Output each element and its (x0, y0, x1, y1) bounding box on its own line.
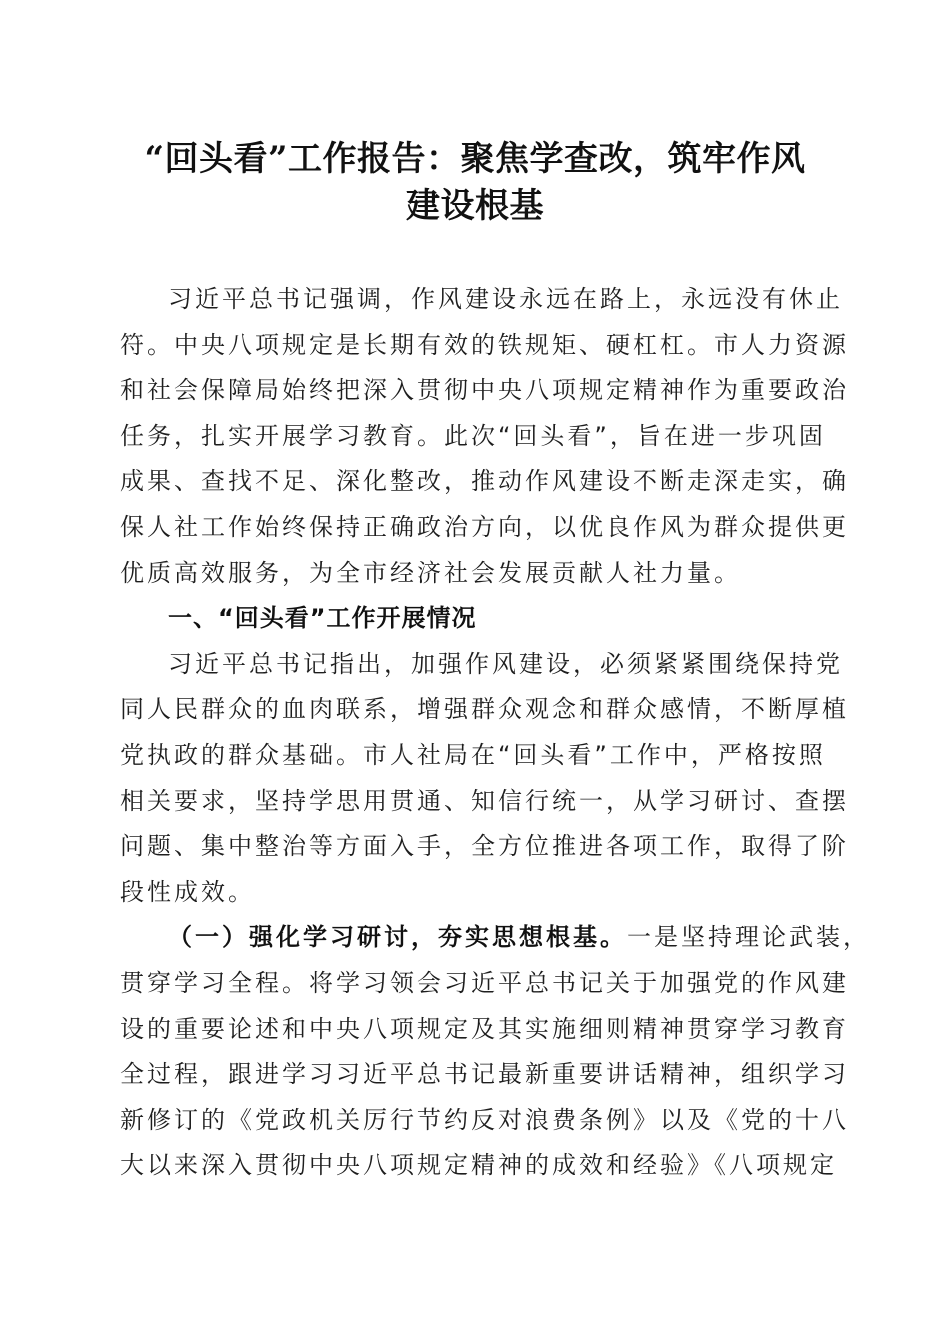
section-line: 习近平总书记指出，加强作风建设，必须紧紧围绕保持党 (168, 649, 843, 678)
subsection-first-line (120, 915, 870, 961)
title-line-2: 建设根基 (406, 186, 544, 226)
section-line: 段性成效。 (120, 877, 255, 906)
section-line: 相关要求，坚持学思用贯通、知信行统一，从学习研讨、查摆 (120, 786, 849, 815)
subsection-paragraph (120, 915, 870, 1189)
subsection-line: 贯穿学习全程。将学习领会习近平总书记关于加强党的作风建 (120, 968, 849, 997)
intro-line: 和社会保障局始终把深入贯彻中央八项规定精神作为重要政治 (120, 376, 849, 405)
intro-line: 成果、查找不足、深化整改，推动作风建设不断走深走实，确 (120, 467, 849, 496)
section-line: 党执政的群众基础。市人社局在“回头看”工作中，严格按照 (120, 740, 826, 769)
document-body (120, 277, 870, 1189)
title-line-1: “回头看”工作报告：聚焦学查改，筑牢作风 (144, 139, 806, 179)
subsection-line: 大以来深入贯彻中央八项规定精神的成效和经验》《八项规定 (120, 1151, 837, 1180)
subsection-label: （一）强化学习研讨，夯实思想根基。 (168, 923, 627, 952)
intro-line: 符。中央八项规定是长期有效的铁规矩、硬杠杠。市人力资源 (120, 330, 849, 359)
intro-line: 任务，扎实开展学习教育。此次“回头看”，旨在进一步巩固 (120, 421, 826, 450)
intro-line: 保人社工作始终保持正确政治方向，以优良作风为群众提供更 (120, 512, 849, 541)
section-paragraph (120, 642, 849, 916)
section-line: 问题、集中整治等方面入手，全方位推进各项工作，取得了阶 (120, 832, 849, 861)
intro-paragraph (120, 277, 849, 596)
document-title (100, 136, 850, 230)
subsection-line: 新修订的《党政机关厉行节约反对浪费条例》以及《党的十八 (120, 1105, 849, 1134)
subsection-line: 全过程，跟进学习习近平总书记最新重要讲话精神，组织学习 (120, 1060, 849, 1089)
section-line: 同人民群众的血肉联系，增强群众观念和群众感情，不断厚植 (120, 695, 849, 724)
subsection-first-rest: 一是坚持理论武装， (627, 923, 870, 952)
section-heading: 一、“回头看”工作开展情况 (168, 604, 477, 633)
subsection-line: 设的重要论述和中央八项规定及其实施细则精神贯穿学习教育 (120, 1014, 849, 1043)
intro-line: 习近平总书记强调，作风建设永远在路上，永远没有休止 (168, 285, 843, 313)
intro-line: 优质高效服务，为全市经济社会发展贡献人社力量。 (120, 558, 741, 587)
